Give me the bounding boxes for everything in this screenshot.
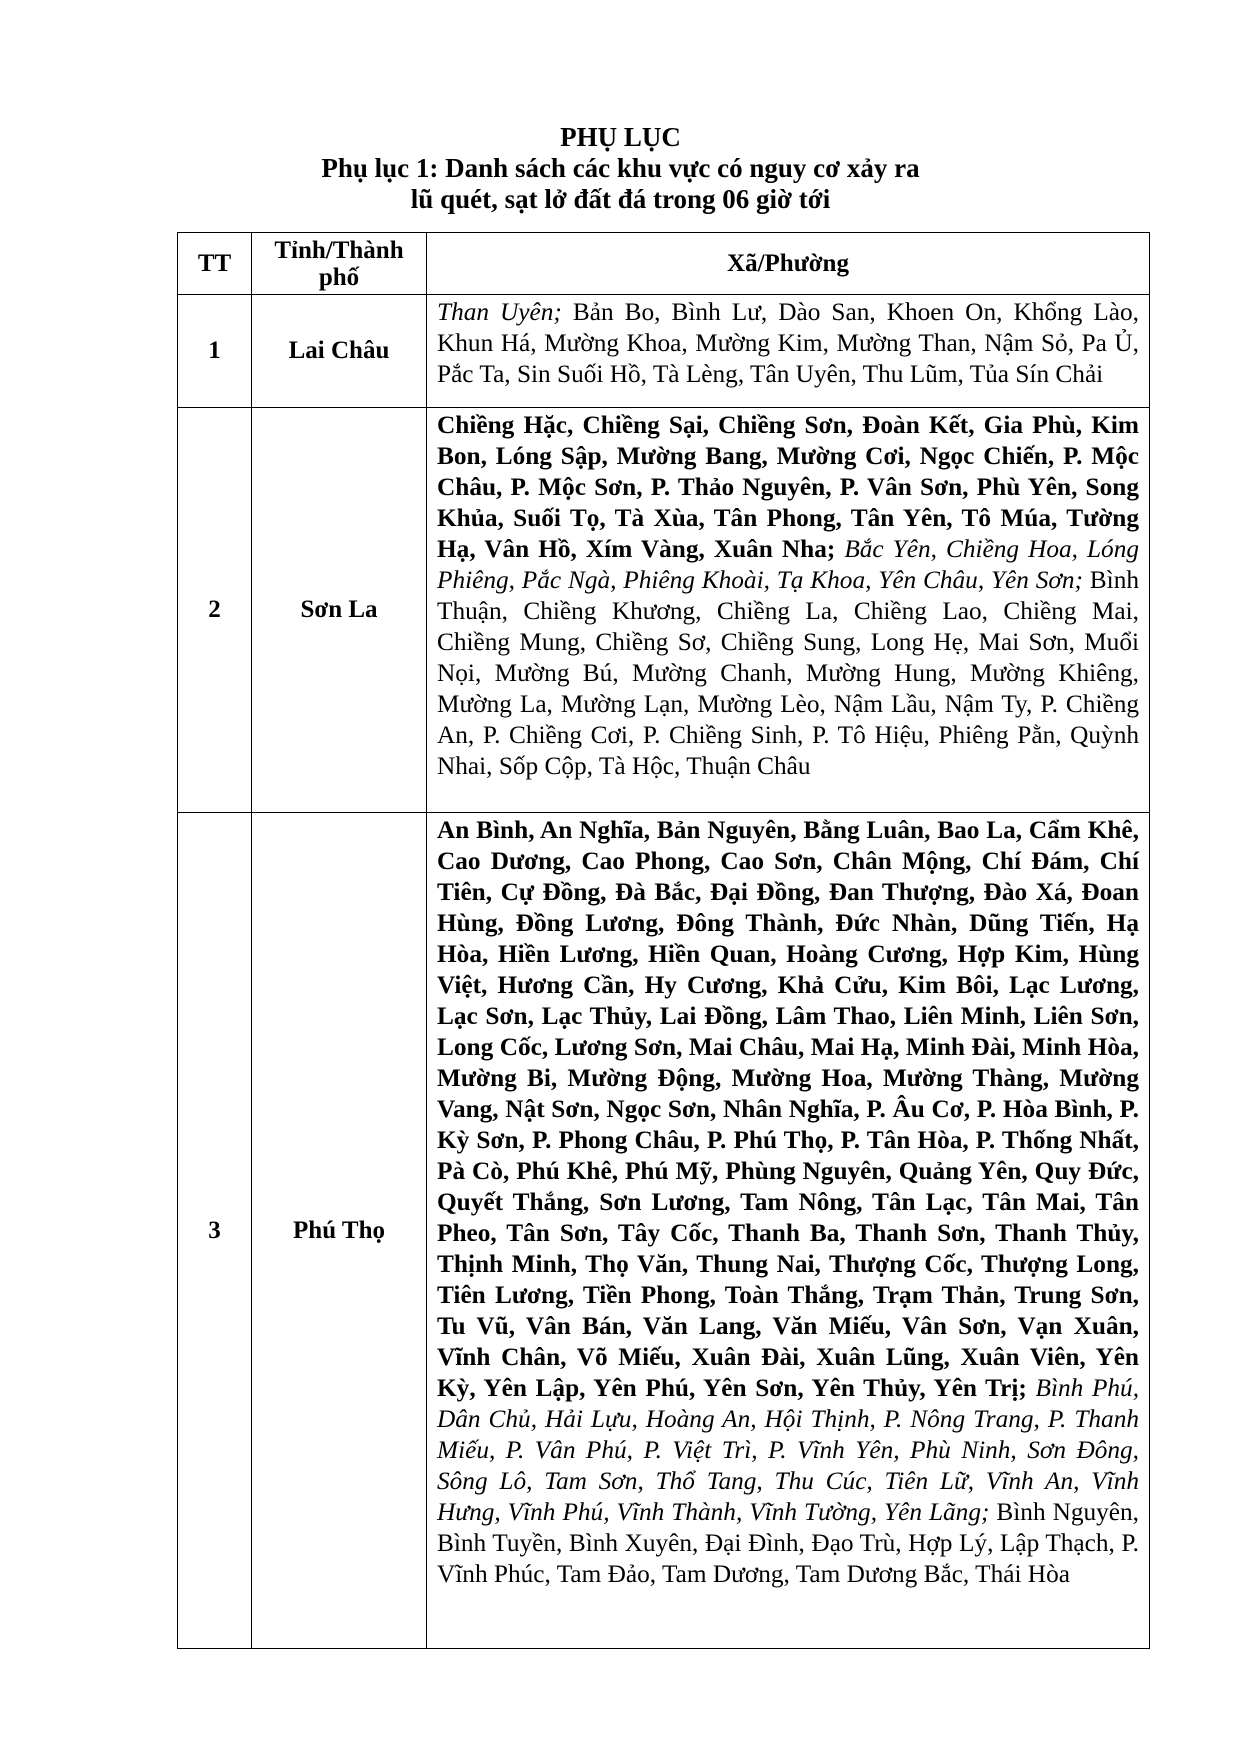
ward-group-normal: Bình Nguyên, Bình Tuyền, Bình Xuyên, Đại Đình, Đạo Trù, Hợp Lý, Lập Thạch, P. Vĩnh Phúc, Tam Đảo, Tam Dương, Tam Dương Bắc, Thái Hòa [437, 1498, 1140, 1588]
header-wards: Xã/Phường [427, 233, 1150, 295]
risk-area-table [177, 232, 1150, 1649]
ward-list [427, 408, 1150, 813]
row-number: 2 [178, 408, 252, 813]
header-tt: TT [178, 233, 252, 295]
header-province: Tỉnh/Thành phố [252, 233, 427, 295]
ward-group-italic: Bình Phú, Dân Chủ, Hải Lựu, Hoàng An, Hội Thịnh, P. Nông Trang, P. Thanh Miếu, P. Vân Phú, P. Việt Trì, P. Vĩnh Yên, Phù Ninh, Sơn Đông, Sông Lô, Tam Sơn, Thổ Tang, Thu Cúc, Tiên Lữ, Vĩnh An, Vĩnh Hưng, Vĩnh Phú, Vĩnh Thành, Vĩnh Tường, Yên Lãng; [437, 1374, 1140, 1526]
province-name: Lai Châu [252, 295, 427, 408]
ward-list [427, 295, 1150, 408]
ward-group-italic: Bắc Yên, Chiềng Hoa, Lóng Phiêng, Pắc Ngà, Phiêng Khoài, Tạ Khoa, Yên Châu, Yên Sơn; [437, 535, 1140, 594]
appendix-subtitle-line-2: lũ quét, sạt lở đất đá trong 06 giờ tới [410, 184, 831, 214]
table-row [178, 295, 1150, 408]
ward-list [427, 813, 1150, 1649]
document-heading [0, 122, 1241, 215]
row-number: 3 [178, 813, 252, 1649]
ward-group-bold: Chiềng Hặc, Chiềng Sại, Chiềng Sơn, Đoàn Kết, Gia Phù, Kim Bon, Lóng Sập, Mường Bang, Mường Cơi, Ngọc Chiến, P. Mộc Châu, P. Mộc Sơn, P. Thảo Nguyên, P. Vân Sơn, Phù Yên, Song Khủa, Suối Tọ, Tà Xùa, Tân Phong, Tân Yên, Tô Múa, Tường Hạ, Vân Hồ, Xím Vàng, Xuân Nha; [437, 411, 1139, 563]
table-row [178, 813, 1150, 1649]
ward-group-normal: Bản Bo, Bình Lư, Dào San, Khoen On, Khổng Lào, Khun Há, Mường Khoa, Mường Kim, Mường Than, Nậm Sỏ, Pa Ủ, Pắc Ta, Sin Suối Hồ, Tà Lèng, Tân Uyên, Thu Lũm, Tủa Sín Chải [437, 298, 1139, 388]
row-number: 1 [178, 295, 252, 408]
ward-group-bold: An Bình, An Nghĩa, Bản Nguyên, Bằng Luân, Bao La, Cẩm Khê, Cao Dương, Cao Phong, Cao Sơn, Chân Mộng, Chí Đám, Chí Tiên, Cự Đồng, Đà Bắc, Đại Đồng, Đan Thượng, Đào Xá, Đoan Hùng, Đồng Lương, Đông Thành, Đức Nhàn, Dũng Tiến, Hạ Hòa, Hiền Lương, Hiền Quan, Hoàng Cương, Hợp Kim, Hùng Việt, Hương Cần, Hy Cương, Khả Cửu, Kim Bôi, Lạc Lương, Lạc Sơn, Lạc Thủy, Lai Đồng, Lâm Thao, Liên Minh, Liên Sơn, Long Cốc, Lương Sơn, Mai Châu, Mai Hạ, Minh Đài, Minh Hòa, Mường Bi, Mường Động, Mường Hoa, Mường Thàng, Mường Vang, Nật Sơn, Ngọc Sơn, Nhân Nghĩa, P. Âu Cơ, P. Hòa Bình, P. Kỳ Sơn, P. Phong Châu, P. Phú Thọ, P. Tân Hòa, P. Thống Nhất, Pà Cò, Phú Khê, Phú Mỹ, Phùng Nguyên, Quảng Yên, Quy Đức, Quyết Thắng, Sơn Lương, Tam Nông, Tân Lạc, Tân Mai, Tân Pheo, Tân Sơn, Tây Cốc, Thanh Ba, Thanh Sơn, Thanh Thủy, Thịnh Minh, Thọ Văn, Thung Nai, Thượng Cốc, Thượng Long, Tiên Lương, Tiền Phong, Toàn Thắng, Trạm Thản, Trung Sơn, Tu Vũ, Vân Bán, Văn Lang, Văn Miếu, Vân Sơn, Vạn Xuân, Vĩnh Chân, Võ Miếu, Xuân Đài, Xuân Lũng, Xuân Viên, Yên Kỳ, Yên Lập, Yên Phú, Yên Sơn, Yên Thủy, Yên Trị; [437, 816, 1139, 1402]
ward-group-italic: Than Uyên; [437, 298, 562, 326]
province-name: Sơn La [252, 408, 427, 813]
ward-group-normal: Bình Thuận, Chiềng Khương, Chiềng La, Chiềng Lao, Chiềng Mai, Chiềng Mung, Chiềng Sơ, Chiềng Sung, Long Hẹ, Mai Sơn, Muổi Nọi, Mường Bú, Mường Chanh, Mường Hung, Mường Khiêng, Mường La, Mường Lạn, Mường Lèo, Nậm Lầu, Nậm Ty, P. Chiềng An, P. Chiềng Cơi, P. Chiềng Sinh, P. Tô Hiệu, Phiêng Pằn, Quỳnh Nhai, Sốp Cộp, Tà Hộc, Thuận Châu [437, 566, 1139, 780]
table-row [178, 408, 1150, 813]
table-header-row [178, 233, 1150, 295]
province-name: Phú Thọ [252, 813, 427, 1649]
appendix-subtitle-line-1: Phụ lục 1: Danh sách các khu vực có nguy cơ xảy ra [321, 153, 920, 183]
appendix-title: PHỤ LỤC [560, 122, 681, 152]
